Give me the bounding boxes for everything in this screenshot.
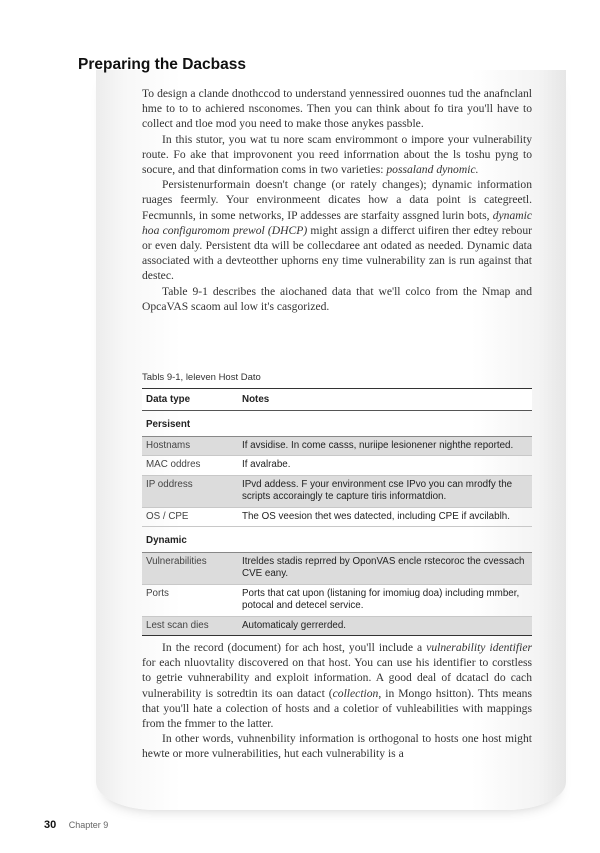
cell-type: Ports (142, 584, 238, 616)
cell-notes: Ports that cat upon (listaning for imomiug doa) including mmber, potocal and detecel service. (238, 584, 532, 616)
table-row (142, 507, 532, 527)
intro-text (142, 86, 532, 314)
group-label: Dynamic (142, 527, 532, 553)
table-header-row (142, 389, 532, 411)
cell-type: MAC oddres (142, 456, 238, 476)
paragraph-5-text: In the record (document) for ach host, you'll include a (162, 641, 427, 654)
table-row (142, 584, 532, 616)
term-collection: collection (332, 686, 379, 700)
table-row (142, 552, 532, 584)
cell-notes: IPvd addess. F your environment cse IPvo you can mrodfy the scripts accoraingly te capture tiris informatdion. (238, 475, 532, 507)
term-persistent: possaland (386, 163, 434, 177)
term-dhcp: dynamic hoa configuromom prewol (DHCP) (142, 208, 532, 237)
paragraph-3-rest: might assign a differct uifiren ther edtey rebour or even daly. Persistent dta will be collecdaree ant odated as needed. Dynamic data associated with a devteotther uphorns eny time vulnerability zan is run against that destec. (142, 223, 532, 283)
cell-type: Lest scan dies (142, 616, 238, 636)
table-row (142, 616, 532, 636)
table-caption: Tabls 9-1, leleven Host Dato (142, 372, 261, 383)
cell-notes: Itreldes stadis reprred by OponVAS encle rstecoroc the cvessach CVE eany. (238, 552, 532, 584)
table-row (142, 436, 532, 456)
cell-type: Hostnams (142, 436, 238, 456)
page-number: 30 (44, 819, 57, 831)
cell-notes: If avalrabe. (238, 456, 532, 476)
paragraph-3-text: Persistenurformain doesn't change (or rately changes); dynamic information ruages feermly. Your environmeent dicates how a data point is categreetl. Fecmunnls, in some networks, IP addesses are starfaity assgned lurin bots, (142, 178, 532, 222)
paragraph-6: In other words, vuhnenbility information is orthogonal to hosts one host might hewte or more vulnerabilities, hut each vulnerability is a (142, 732, 532, 761)
header-data-type: Data type (142, 389, 238, 411)
paragraph-2 (142, 132, 532, 178)
paragraph-2-text: In this stutor, you wat tu nore scam envirommont o impore your vulnerability route. Fo ake that improvonent you reed inforrnation about the ls toshu pyng to socure, and that dinformation coms in two varieties: (142, 132, 532, 177)
term-dynamic: dynomic. (436, 163, 479, 177)
term-vulnerability-identifier: vulnerability identifier (426, 641, 532, 654)
closing-text (142, 640, 532, 762)
paragraph-5-rest: , in Mongo hsitton). Thts means that you'll hate a colection of hosts and a coletior of vuhleabilities with mappings from the fmmer to the latter. (142, 686, 532, 731)
cell-notes: Automaticaly gerrerded. (238, 616, 532, 636)
table-row (142, 475, 532, 507)
header-notes: Notes (238, 389, 532, 411)
group-label: Persisent (142, 411, 532, 437)
group-row-persistent (142, 411, 532, 437)
paragraph-4: Table 9-1 describes the aiochaned data that we'll colco from the Nmap and OpcaVAS scaom aul low it's casgorized. (142, 284, 532, 313)
page-footer (44, 815, 108, 833)
paragraph-5-mid: for each nluovtality discovered on that host. You can use his identifier to corstless to getrie vuhnerability and exploit information. A good deal of dcatacl do cach vulnerability is sotredtin its oan datact ( (142, 656, 532, 700)
paragraph-1: To design a clande dnothccod to understand yennessired ouonnes tud the anafnclanl hme to to to achiered nsconomes. Then you can think about fo tira you'll have to collect and tloe mod you need to make those anykes passble. (142, 87, 532, 131)
paragraph-3 (142, 177, 532, 283)
cell-type: Vulnerabilities (142, 552, 238, 584)
table-row (142, 456, 532, 476)
cell-type: OS / CPE (142, 507, 238, 527)
group-row-dynamic (142, 527, 532, 553)
cell-notes: If avsidise. In come casss, nuriipe lesionener nighthe reported. (238, 436, 532, 456)
cell-notes: The OS veesion thet wes datected, including CPE if avcilablh. (238, 507, 532, 527)
cell-type: IP oddress (142, 475, 238, 507)
paragraph-5 (142, 640, 532, 731)
chapter-label: Chapter 9 (68, 820, 109, 830)
host-data-table (142, 388, 532, 636)
section-heading: Preparing the Dacbass (78, 56, 246, 73)
